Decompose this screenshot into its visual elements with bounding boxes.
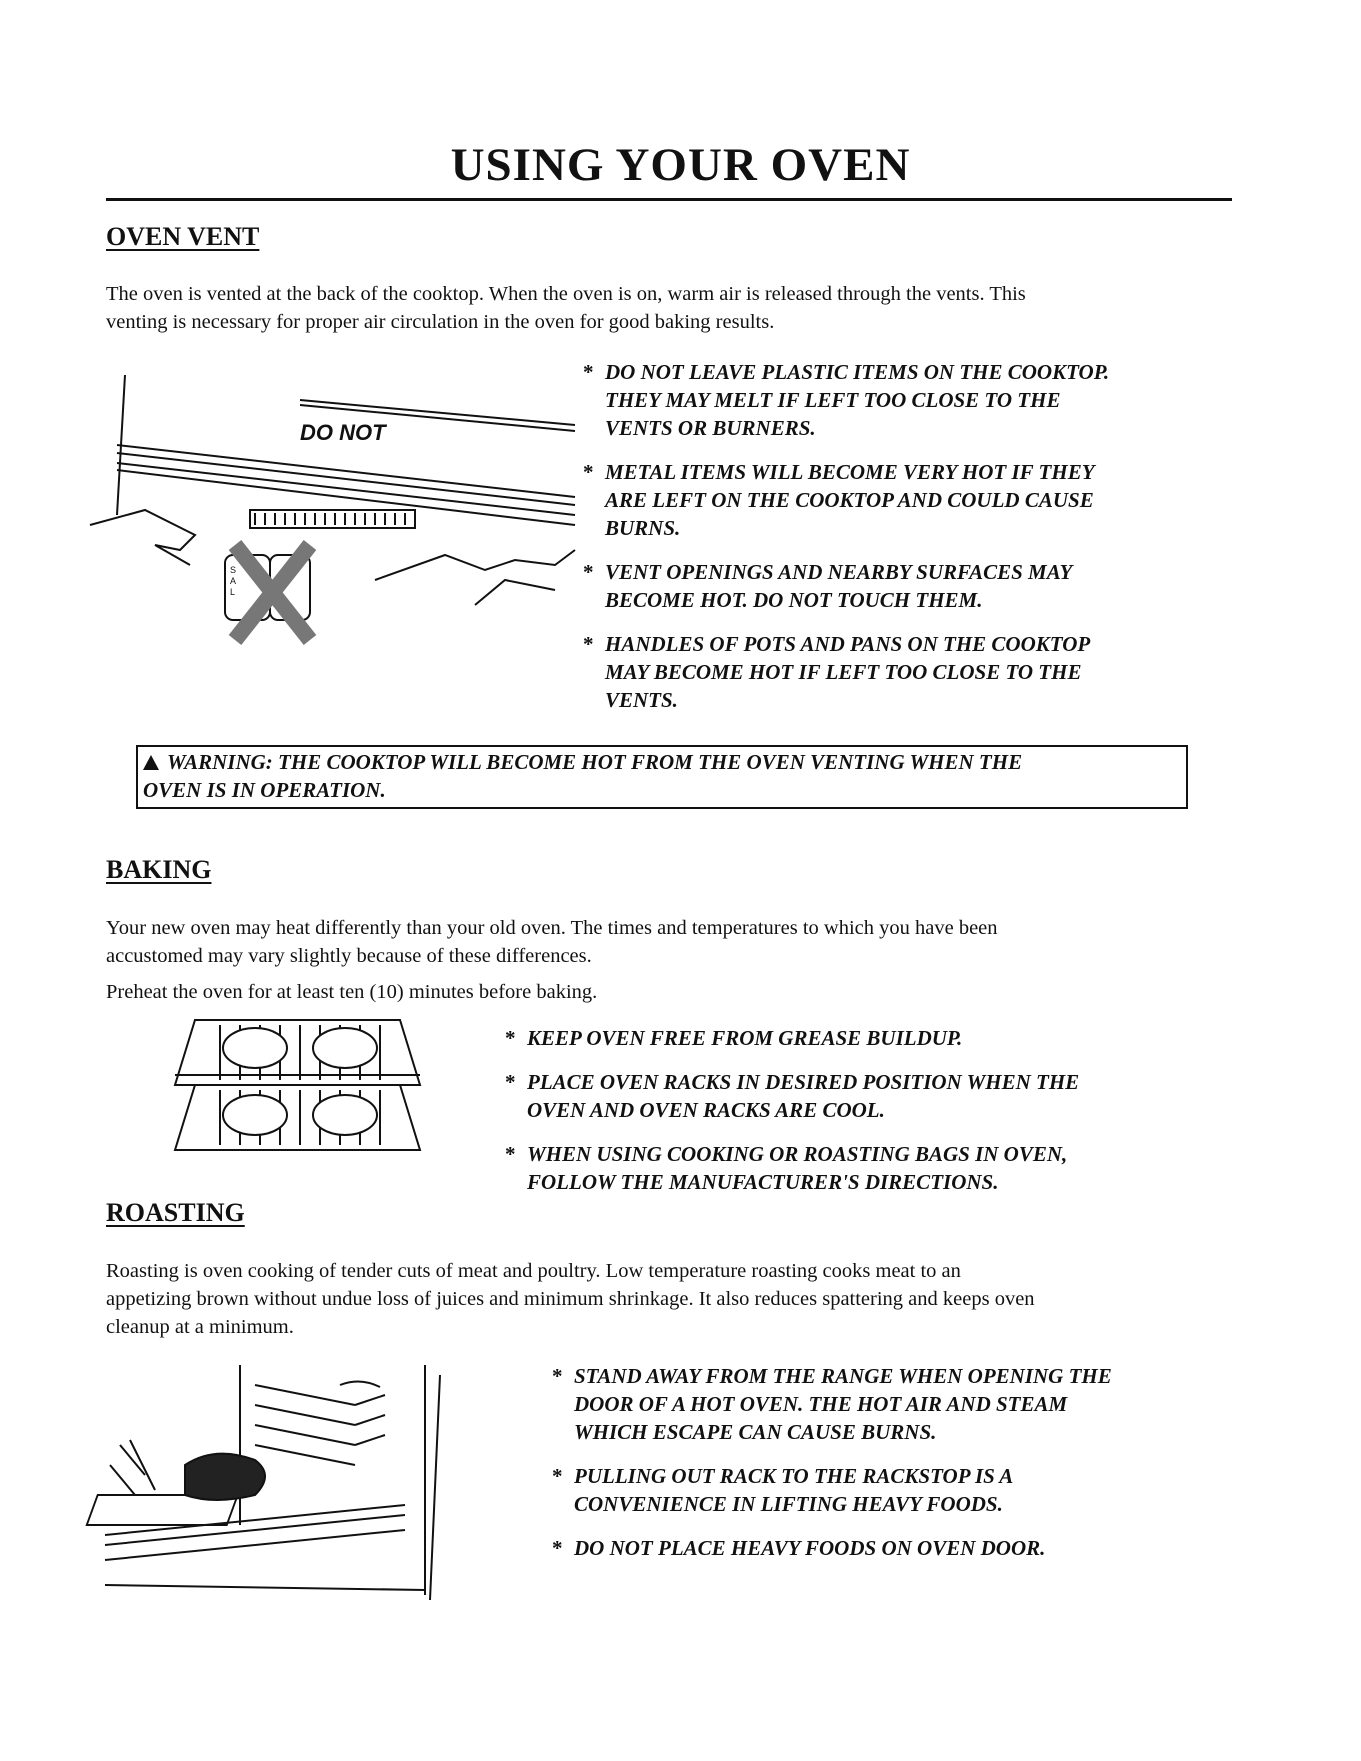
roasting-bullets <box>552 1362 1232 1578</box>
list-item: * HANDLES OF POTS AND PANS ON THE COOKTOP MAY BECOME HOT IF LEFT TOO CLOSE TO THE VENTS. <box>583 632 1091 712</box>
salt-label: S A L <box>230 565 237 597</box>
list-item: * VENT OPENINGS AND NEARBY SURFACES MAY BECOME HOT. DO NOT TOUCH THEM. <box>583 560 1073 612</box>
warning-text: WARNING: THE COOKTOP WILL BECOME HOT FROM THE OVEN VENTING WHEN THE OVEN IS IN OPERATION. <box>143 750 1023 802</box>
roasting-illustration <box>105 1365 445 1605</box>
baking-paragraph: Your new oven may heat differently than your old oven. The times and temperatures to which you have been accustomed may vary slightly because of these differences. <box>106 917 998 967</box>
list-item: * METAL ITEMS WILL BECOME VERY HOT IF THEY ARE LEFT ON THE COOKTOP AND COULD CAUSE BURNS. <box>583 460 1095 540</box>
pan <box>313 1095 377 1135</box>
list-item: * WHEN USING COOKING OR ROASTING BAGS IN OVEN, FOLLOW THE MANUFACTURER'S DIRECTIONS. <box>505 1142 1068 1194</box>
right-grate <box>375 550 575 580</box>
pan <box>313 1028 377 1068</box>
list-item: * KEEP OVEN FREE FROM GREASE BUILDUP. <box>505 1026 963 1050</box>
pan <box>223 1028 287 1068</box>
pan <box>223 1095 287 1135</box>
roast <box>185 1454 265 1500</box>
list-item: * STAND AWAY FROM THE RANGE WHEN OPENING THE DOOR OF A HOT OVEN. THE HOT AIR AND STEAM WHICH ESCAPE CAN CAUSE BURNS. <box>552 1364 1112 1444</box>
list-item: * PULLING OUT RACK TO THE RACKSTOP IS A CONVENIENCE IN LIFTING HEAVY FOODS. <box>552 1464 1014 1516</box>
left-grate <box>90 510 195 565</box>
oven-rack-illustration <box>175 1020 425 1155</box>
preheat-paragraph: Preheat the oven for at least ten (10) minutes before baking. <box>106 981 598 1003</box>
title-divider <box>106 198 1232 201</box>
oven-vent-bullets <box>583 358 1213 730</box>
list-item: * DO NOT PLACE HEAVY FOODS ON OVEN DOOR. <box>552 1536 1046 1560</box>
do-not-label: DO NOT <box>300 420 386 445</box>
oven-vent-heading: OVEN VENT <box>106 222 260 251</box>
list-item: * PLACE OVEN RACKS IN DESIRED POSITION WHEN THE OVEN AND OVEN RACKS ARE COOL. <box>505 1070 1080 1122</box>
warning-icon <box>143 755 159 770</box>
lower-rack <box>175 1085 420 1150</box>
baking-bullets <box>505 1024 1205 1212</box>
page-title: USING YOUR OVEN <box>450 139 911 191</box>
oven-vent-paragraph: The oven is vented at the back of the cooktop. When the oven is on, warm air is released through the vents. This venting is necessary for proper air circulation in the oven for good baking results. <box>106 283 1026 333</box>
list-item: * DO NOT LEAVE PLASTIC ITEMS ON THE COOKTOP. THEY MAY MELT IF LEFT TOO CLOSE TO THE VENTS OR BURNERS. <box>583 360 1110 440</box>
vent-illustration <box>85 375 585 655</box>
roasting-paragraph: Roasting is oven cooking of tender cuts of meat and poultry. Low temperature roasting cooks meat to an appetizing brown without undue loss of juices and minimum shrinkage. It also reduces spattering and keeps oven cleanup at a minimum. <box>106 1260 1035 1338</box>
baking-heading: BAKING <box>106 855 212 884</box>
roasting-heading: ROASTING <box>106 1198 245 1227</box>
